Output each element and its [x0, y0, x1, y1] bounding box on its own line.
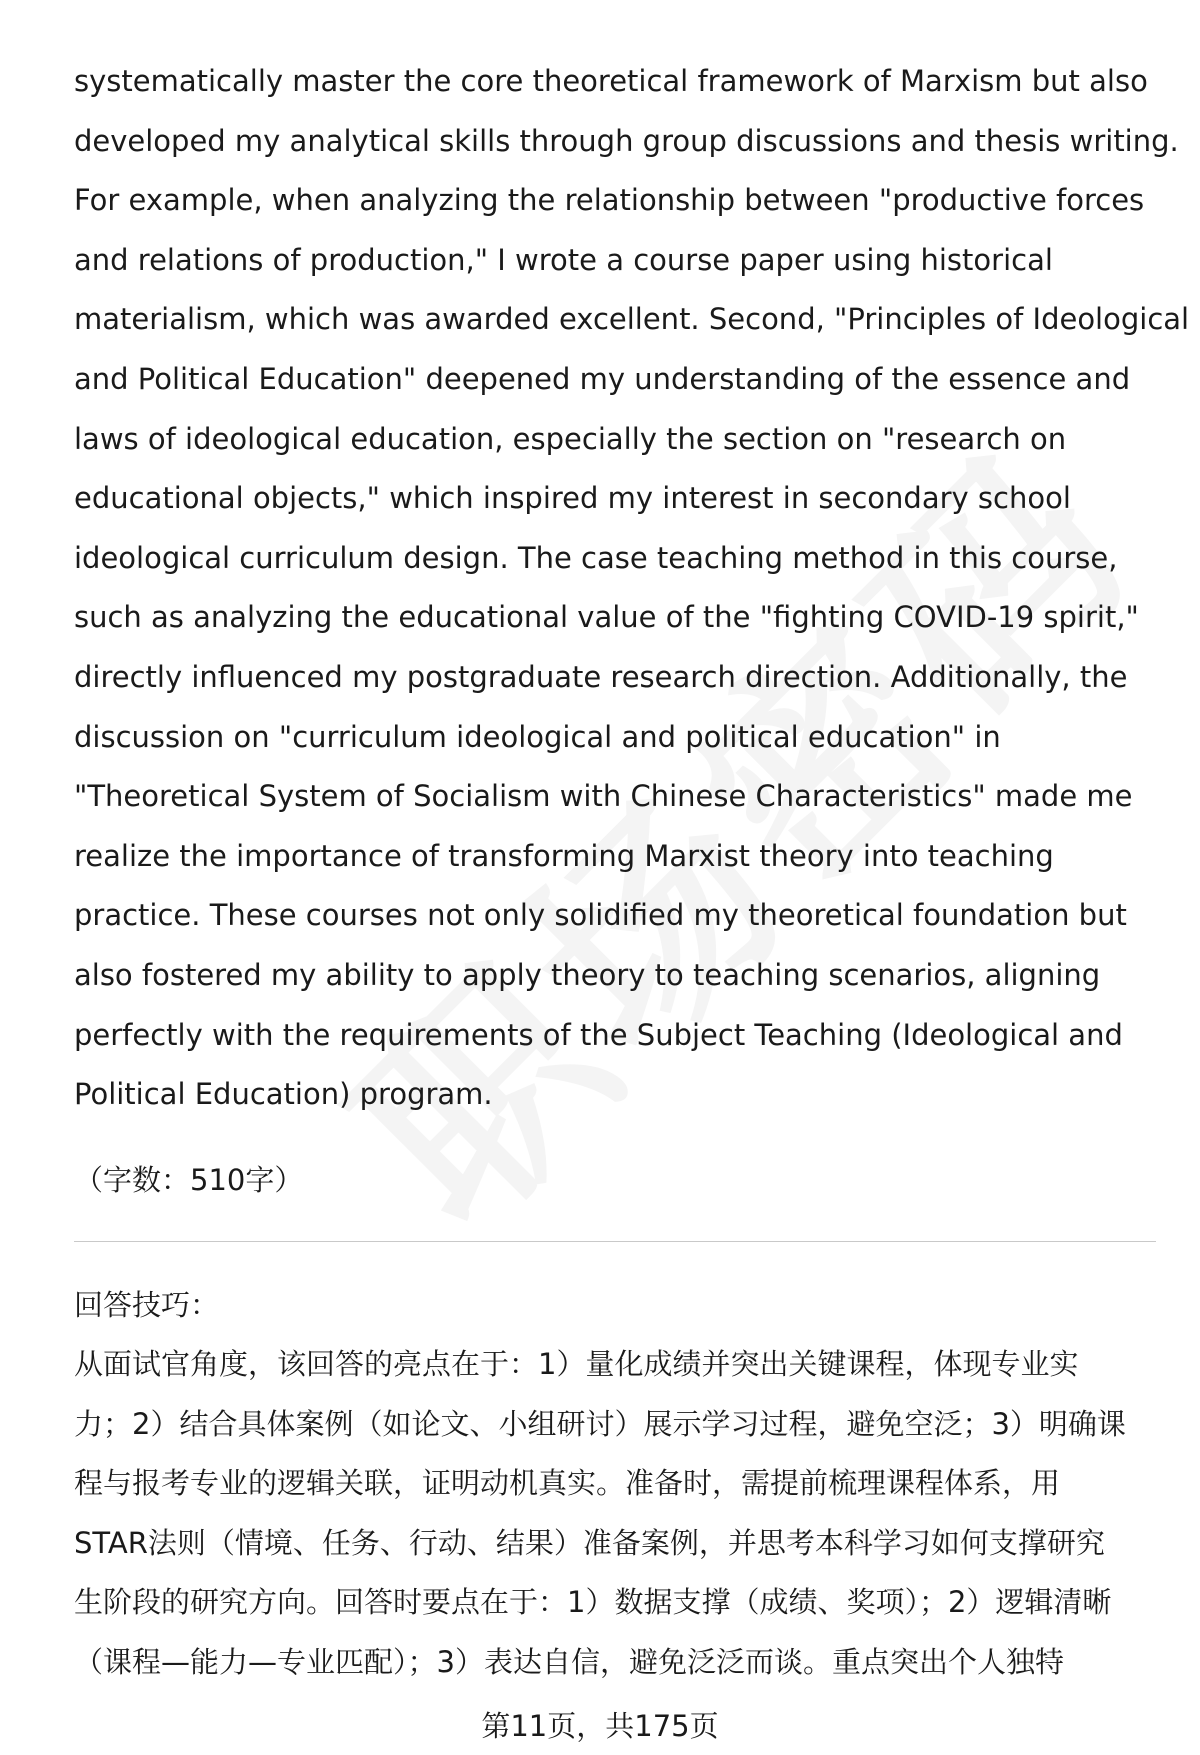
word-count: （字数：510字）: [74, 1163, 304, 1197]
body-line: Political Education) program.: [74, 1077, 493, 1112]
body-line: and relations of production," I wrote a course paper using historical: [74, 242, 1053, 277]
tips-heading: 回答技巧：: [74, 1288, 220, 1322]
tips-paragraph: [74, 1335, 1164, 1693]
body-line: practice. These courses not only solidified my theoretical foundation but: [74, 898, 1127, 933]
body-line: realize the importance of transforming Marxist theory into teaching: [74, 838, 1054, 873]
body-line: "Theoretical System of Socialism with Chinese Characteristics" made me: [74, 779, 1133, 814]
body-line: perfectly with the requirements of the Subject Teaching (Ideological and: [74, 1017, 1123, 1052]
body-line: For example, when analyzing the relationship between "productive forces: [74, 183, 1145, 218]
body-line: and Political Education" deepened my understanding of the essence and: [74, 361, 1131, 396]
body-paragraph: [74, 52, 1190, 1125]
tips-line: 从面试官角度，该回答的亮点在于：1）量化成绩并突出关键课程，体现专业实: [74, 1347, 1079, 1381]
section-divider: [74, 1241, 1156, 1242]
body-line: also fostered my ability to apply theory to teaching scenarios, aligning: [74, 957, 1101, 992]
body-line: materialism, which was awarded excellent. Second, "Principles of Ideological: [74, 302, 1190, 337]
tips-line: （课程—能力—专业匹配）；3）表达自信，避免泛泛而谈。重点突出个人独特: [74, 1644, 1064, 1679]
body-line: discussion on "curriculum ideological and political education" in: [74, 719, 1001, 754]
body-line: ideological curriculum design. The case teaching method in this course,: [74, 540, 1118, 575]
tips-line: 生阶段的研究方向。回答时要点在于：1）数据支撑（成绩、奖项）；2）逻辑清晰: [74, 1585, 1112, 1620]
body-line: such as analyzing the educational value of the "fighting COVID-19 spirit,": [74, 600, 1139, 635]
body-line: directly influenced my postgraduate research direction. Additionally, the: [74, 659, 1128, 694]
body-line: systematically master the core theoretical framework of Marxism but also: [74, 64, 1148, 98]
body-line: laws of ideological education, especially the section on "research on: [74, 421, 1067, 456]
tips-line: 程与报考专业的逻辑关联，证明动机真实。准备时，需提前梳理课程体系，用: [74, 1466, 1061, 1501]
body-line: educational objects," which inspired my interest in secondary school: [74, 481, 1071, 516]
tips-line: STAR法则（情境、任务、行动、结果）准备案例，并思考本科学习如何支撑研究: [74, 1525, 1105, 1560]
page-number: 第11页，共175页: [481, 1709, 719, 1743]
body-line: developed my analytical skills through group discussions and thesis writing.: [74, 123, 1179, 158]
tips-line: 力；2）结合具体案例（如论文、小组研讨）展示学习过程，避免空泛；3）明确课: [74, 1406, 1126, 1441]
